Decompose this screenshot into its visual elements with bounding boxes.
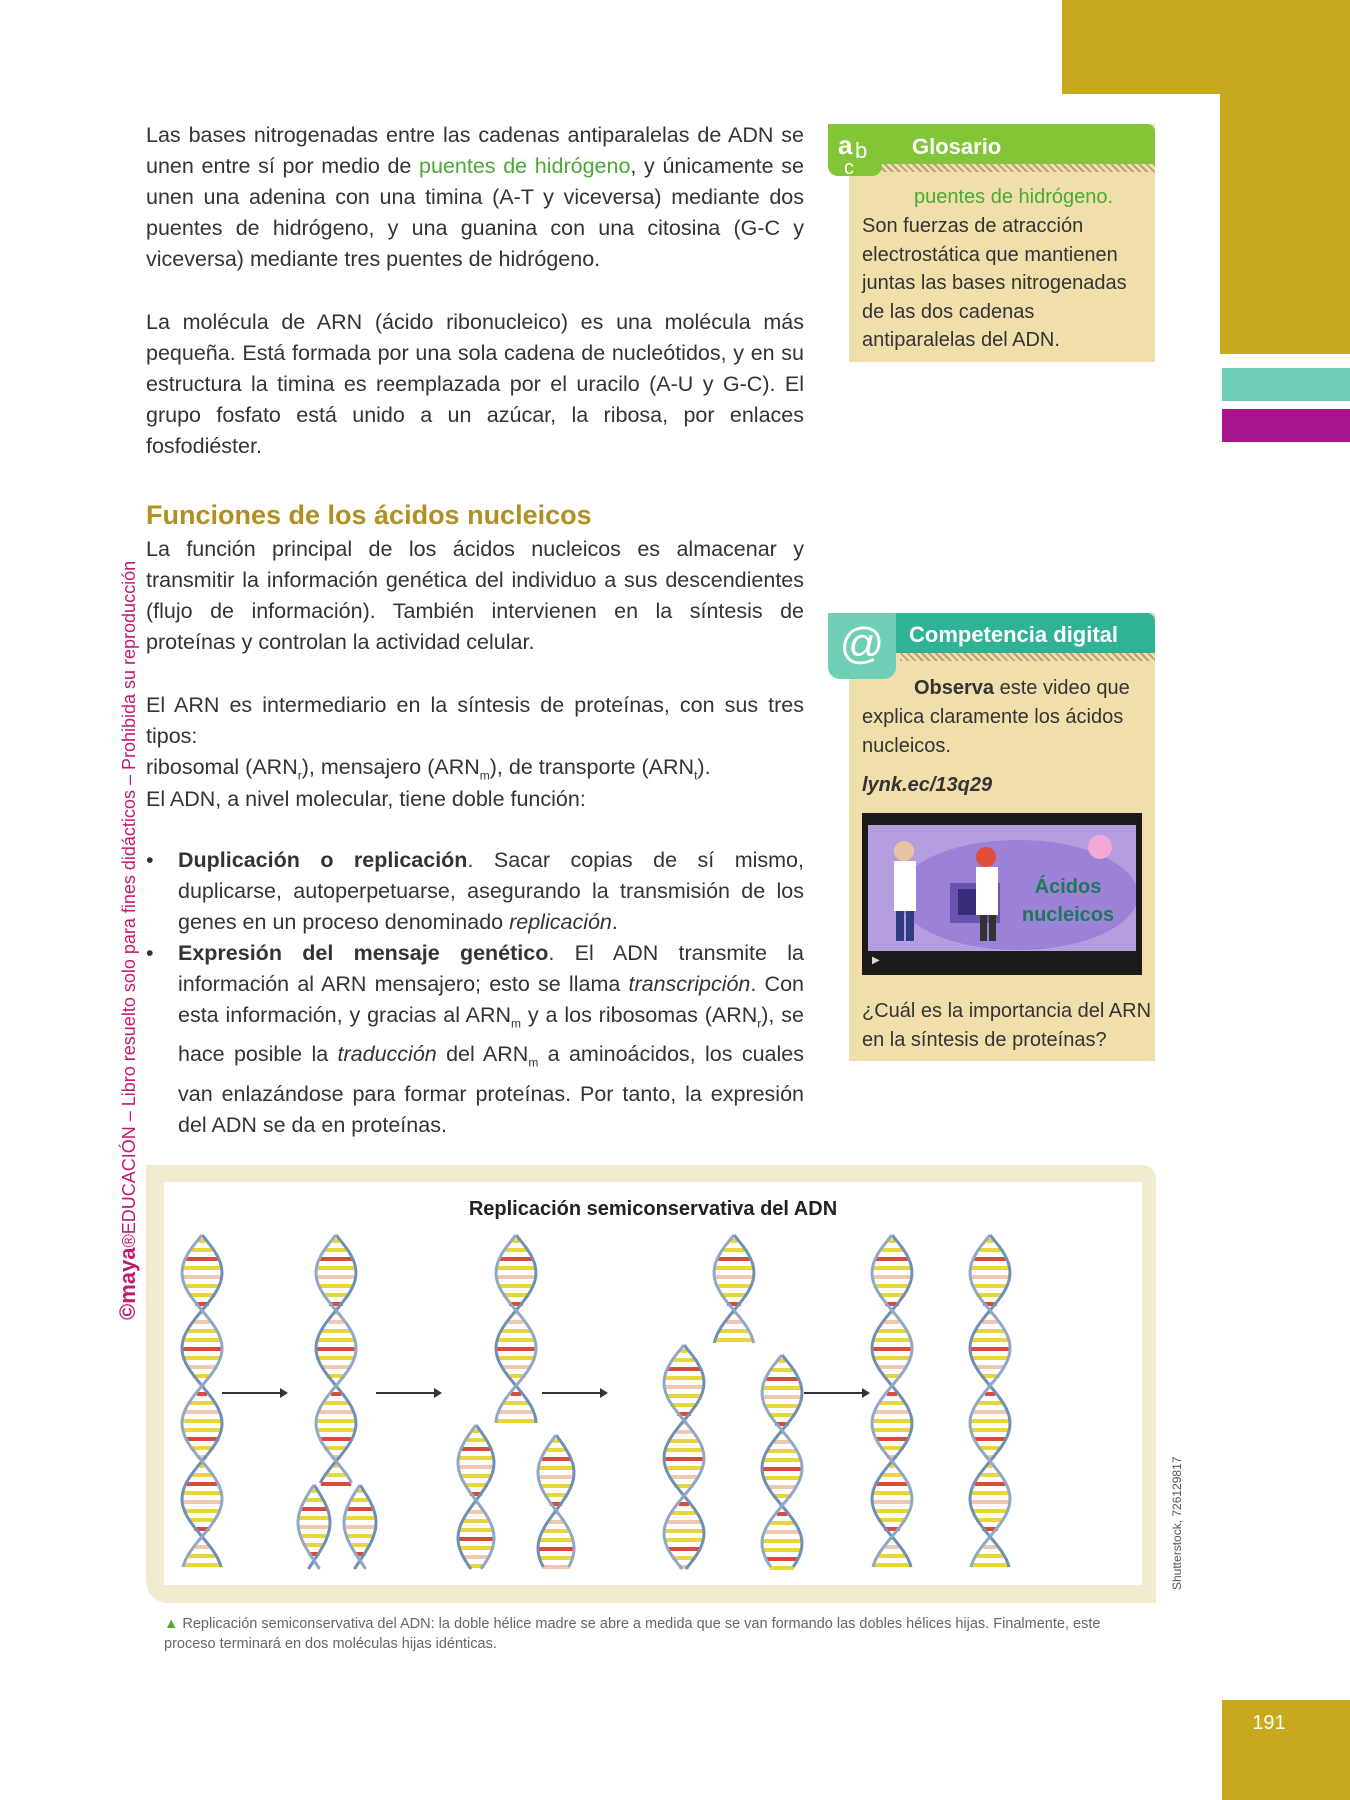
unwinding-strand-left [298,1485,330,1569]
list-item [146,938,804,1141]
parent-helix [182,1235,222,1567]
right-strip-decoration [1220,94,1350,354]
video-play-icon[interactable]: ▶ [872,955,880,966]
teal-tab-decoration [1222,368,1350,401]
bullet-icon: • [146,848,154,872]
glossary-term: puentes de hidrógeno. [914,186,1114,208]
sub-r: r [757,1016,762,1031]
section-title: Funciones de los ácidos nucleicos [146,500,592,530]
bullet-italic: transcripción [628,972,751,996]
svg-text:b: b [855,138,868,163]
glossary-definition: Son fuerzas de atracción electrostática que mantienen juntas las bases nitrogenadas de las dos cadenas antiparalelas del ADN. [862,215,1127,351]
paragraph-hydrogen-bonds [146,120,804,275]
paragraph-adn-function: El ADN, a nivel molecular, tiene doble función: [146,787,586,811]
digital-question: ¿Cuál es la importancia del ARN en la síntesis de proteínas? [862,1000,1152,1051]
arn-transporte: ), de transporte (ARN [489,755,695,779]
sub-m: m [479,768,490,783]
brand-logo-text: ©maya [115,1247,140,1320]
arrow-icon [376,1388,442,1398]
bullet-text: y a los ribosomas (ARN [521,1003,758,1027]
svg-text:a: a [838,130,853,160]
paragraph-main-function: La función principal de los ácidos nucleicos es almacenar y transmitir la información genética del individuo a sus descendientes (flujo de información). También intervienen en la síntesis de proteínas y controlan la actividad celular. [146,537,804,654]
figure-title: Replicación semiconservativa del ADN [468,1198,838,1220]
video-thumbnail[interactable] [862,813,1142,975]
bullet-text: . Con esta información, y gracias al ARN [178,972,804,1027]
svg-text:c: c [844,157,854,176]
bullet-title: Duplicación o replicación [178,848,468,872]
bullet-italic: traducción [337,1042,437,1067]
digital-hatch-decoration [900,653,1155,661]
triangle-icon: ▲ [164,1616,179,1632]
magenta-tab-decoration [1222,409,1350,442]
corner-decoration [1062,0,1350,94]
glossary-term-link: puentes de hidrógeno [419,154,631,178]
dna-replication-illustration [164,1225,1142,1585]
arn-types-end: ). [697,755,711,779]
function-bullet-list [146,845,804,1141]
sub-m: m [528,1055,539,1070]
daughter-helix-2 [970,1235,1010,1567]
replicating-daughter-right [538,1435,574,1569]
paragraph-arn-types [146,690,804,791]
bullet-text: . El ADN transmite la información al ARN mensajero; esto se llama [178,941,804,996]
p1-text-end: , y únicamente se unen una adenina con una timina (A-T y viceversa) mediante dos puentes de hidrógeno, y una guanina con una citosina (G-C y viceversa) mediante tres puentes de hidrógeno. [146,154,804,271]
sub-t: t [694,768,698,783]
sub-m: m [511,1016,522,1031]
glossary-hatch-decoration [849,164,1155,172]
video-title-line1: Ácidos [1034,876,1102,898]
bullet-text: ), se hace posible la [178,1003,804,1067]
bullet-text: del ARN [436,1042,529,1067]
glossary-title: Glosario [912,134,1002,159]
bullet-title: Expresión del mensaje genético [178,941,549,965]
arrow-icon [804,1388,870,1398]
p1-text-start: Las bases nitrogenadas entre las cadenas antiparalelas de ADN se unen entre sí por medio de [146,123,804,178]
replicating-helix [496,1235,536,1423]
digital-instruction-text: este video que explica claramente los ácidos nucleicos. [862,677,1130,757]
daughter-helix-1 [872,1235,912,1567]
digital-instruction [862,674,1152,761]
copyright-side-text [115,561,141,1320]
arrow-icon [542,1388,608,1398]
late-helix-top [714,1235,754,1343]
glossary-abc-icon [828,124,882,176]
bullet-end: . [611,910,618,934]
video-frame [868,825,1136,951]
bullet-text: . Sacar copias de sí mismo, duplicarse, autoperpetuarse, asegurando la transmisión de los genes en un proceso denominado [178,848,804,934]
copyright-text: ®EDUCACIÓN – Libro resuelto solo para fines didácticos – Prohibida su reproducción [119,560,139,1248]
late-daughter-right [762,1355,802,1570]
late-daughter-left [664,1345,704,1569]
arrow-icon [222,1388,288,1398]
digital-competence-title: Competencia digital [909,622,1119,647]
unwinding-helix [316,1235,356,1486]
arn-ribosomal: ribosomal (ARN [146,755,298,779]
arn-types-intro: El ARN es intermediario en la síntesis de proteínas, con sus tres tipos: [146,693,804,748]
sub-r: r [297,768,302,783]
page-number: 191 [1252,1712,1286,1734]
bullet-italic: replicación [509,910,612,934]
replicating-daughter-left [458,1425,494,1569]
at-sign-icon: @ [828,613,896,679]
video-title-line2: nucleicos [1021,904,1115,926]
image-credit: Shutterstock, 726129817 [1170,1456,1184,1590]
observa-label: Observa [914,677,995,699]
unwinding-strand-right [344,1485,376,1569]
list-item [146,845,804,938]
figure-caption [164,1614,1154,1654]
glossary-header [849,124,1155,164]
bullet-icon: • [146,941,154,965]
arn-mensajero: ), mensajero (ARN [301,755,480,779]
caption-text: Replicación semiconservativa del ADN: la doble hélice madre se abre a medida que se van formando las dobles hélices hijas. Finalmente, este proceso terminará en dos moléculas hijas idénticas. [164,1616,1101,1652]
video-link[interactable]: lynk.ec/13q29 [862,774,993,796]
paragraph-arn: La molécula de ARN (ácido ribonucleico) es una molécula más pequeña. Está formada por una sola cadena de nucleótidos, y en su estructura la timina es reemplazada por el uracilo (A-U y G-C). El grupo fosfato está unido a un azúcar, la ribosa, por enlaces fosfodiéster. [146,310,804,458]
bullet-text: a aminoácidos, los cuales van enlazándose para formar proteínas. Por tanto, la expresión del ADN se da en proteínas. [178,1042,804,1137]
